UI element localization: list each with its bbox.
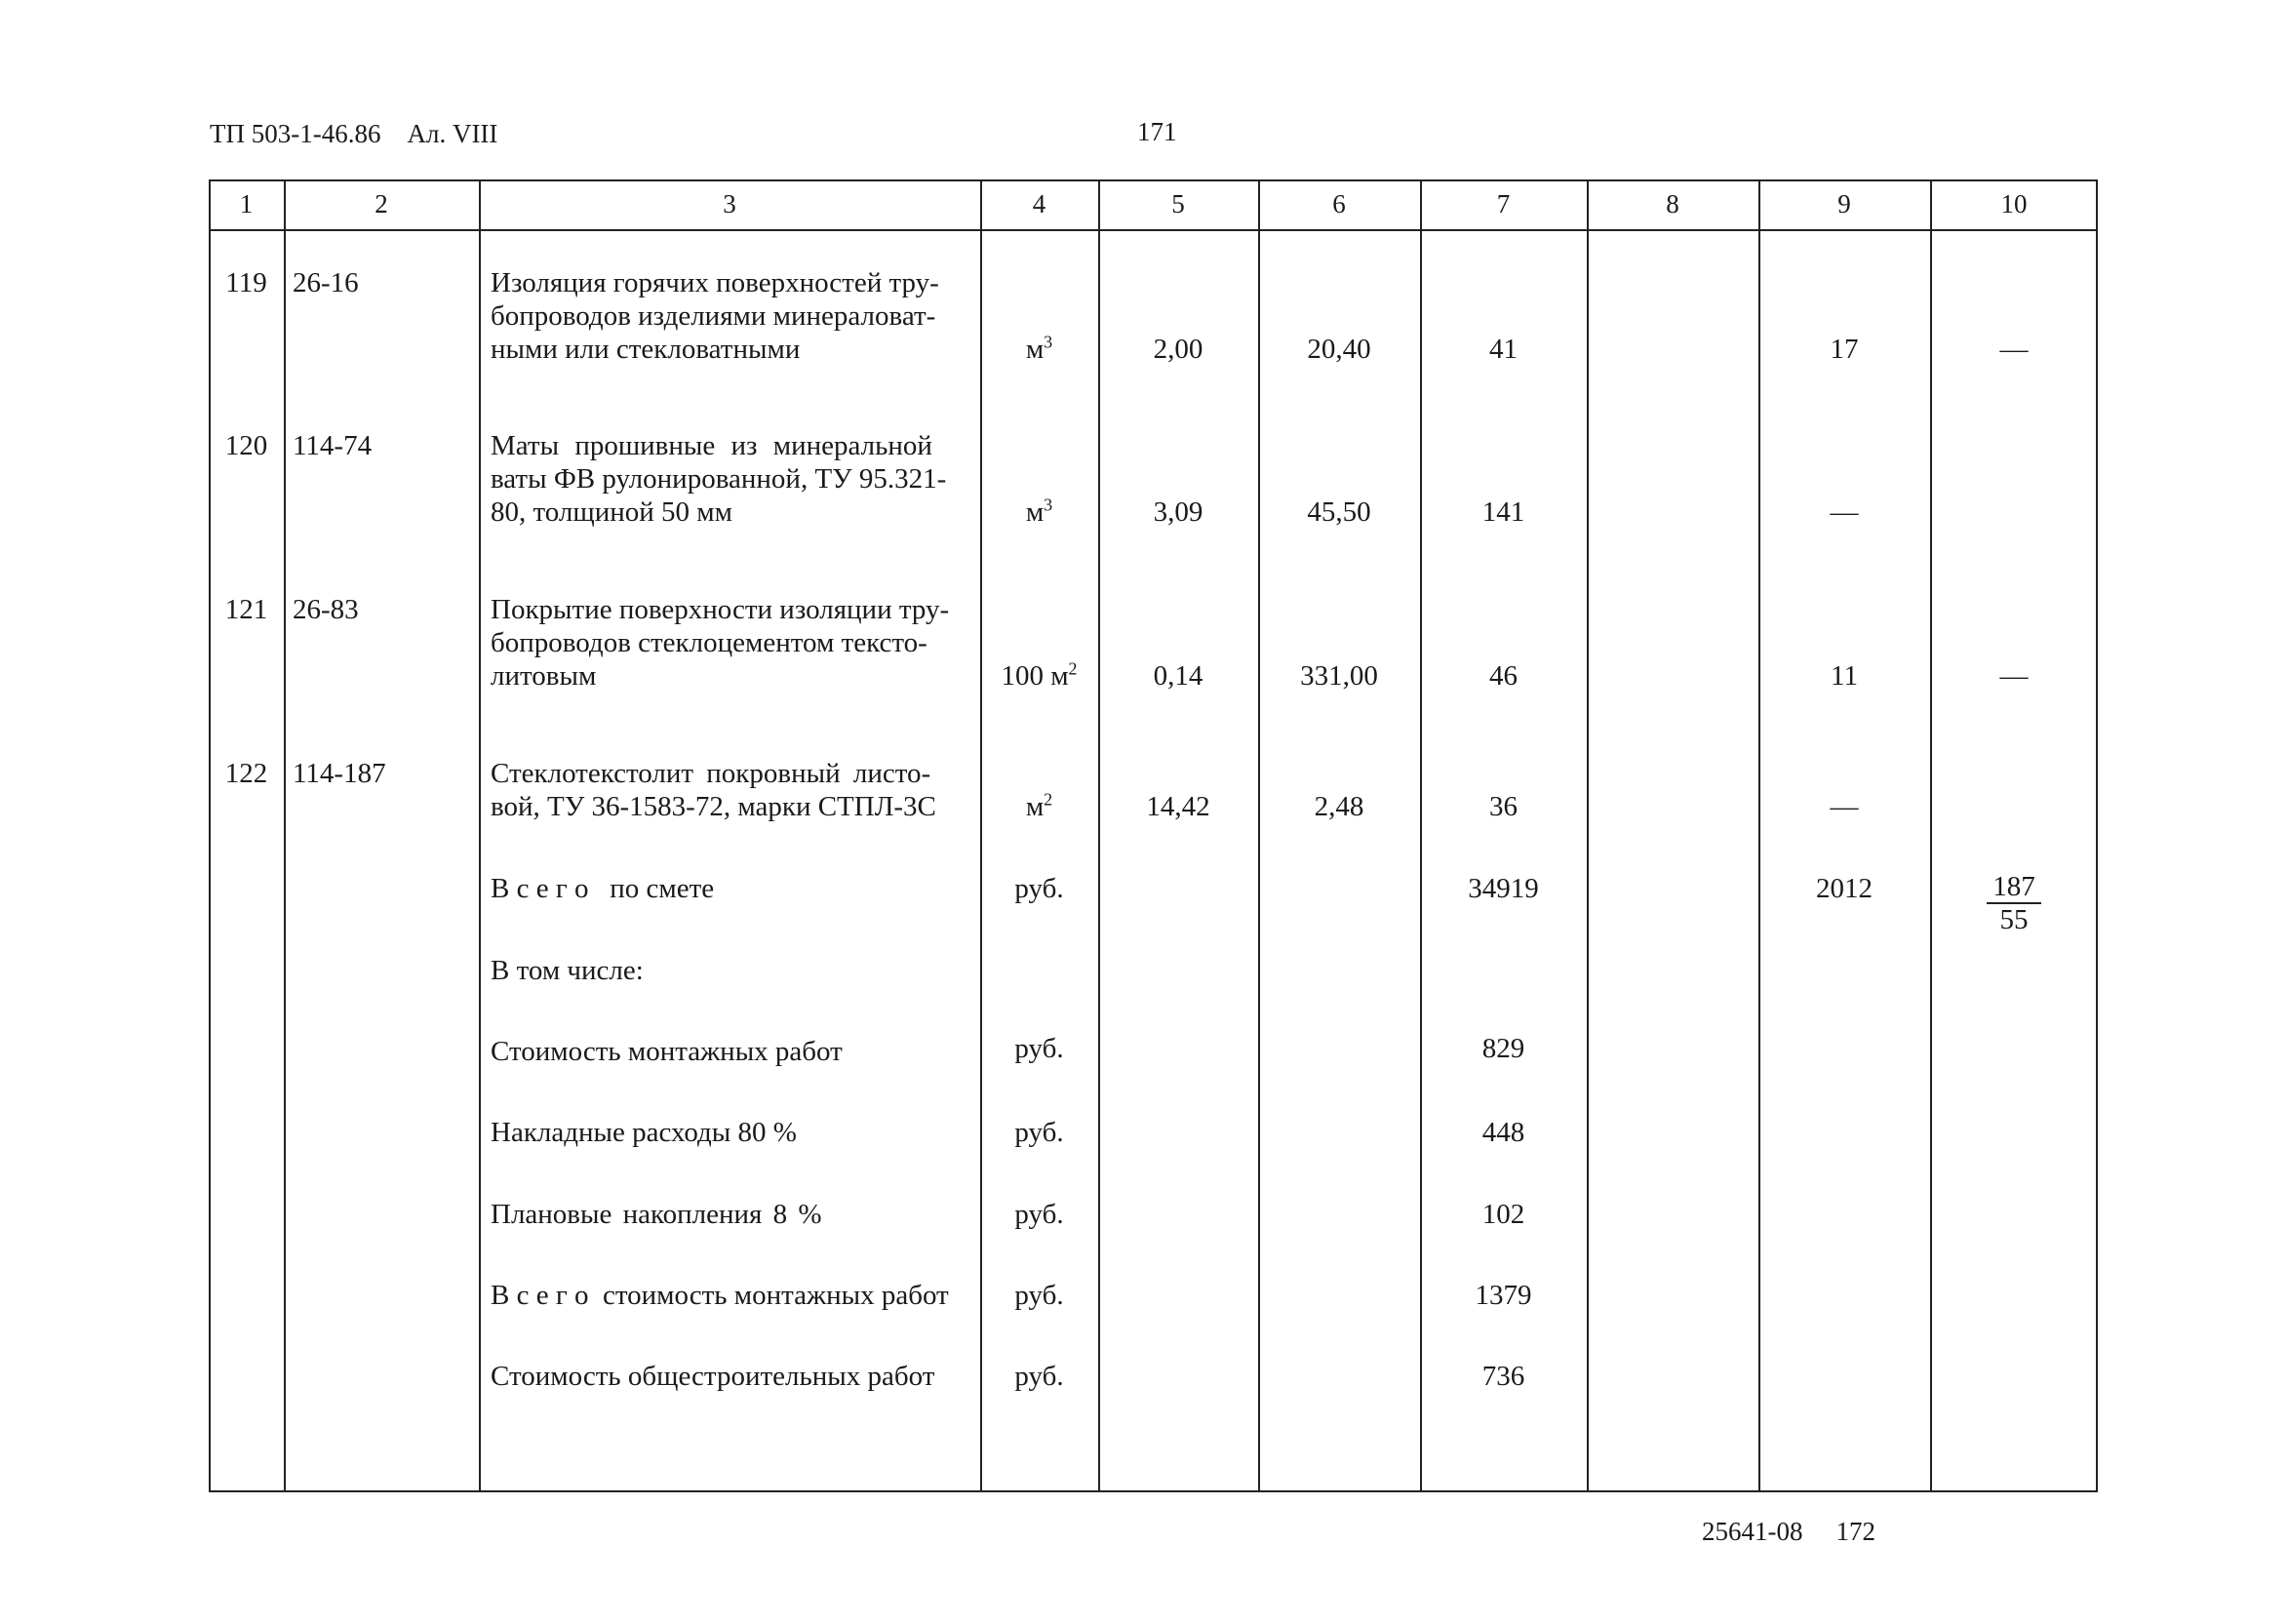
quantity-cell: 3,09 [1153, 496, 1203, 528]
item-description-line: 80, толщиной 50 мм [491, 496, 732, 528]
item-description-line: бопроводов изделиями минераловат- [491, 300, 936, 332]
row-number: 120 [224, 430, 268, 461]
row-number: 121 [224, 594, 268, 625]
including-label: В том числе: [491, 955, 644, 986]
summary-col10-fraction [1930, 871, 2098, 937]
document-code: ТП 503-1-46.86 Ал. VIII [210, 119, 498, 148]
column-number: 7 [1496, 189, 1511, 218]
page-footer [1702, 1519, 1875, 1545]
footer-page: 172 [1835, 1517, 1875, 1546]
column-number: 1 [239, 189, 254, 218]
column-divider [1758, 179, 1760, 1492]
unit-cell: $м^2$ [1025, 789, 1053, 822]
summary-item-value: 102 [1481, 1199, 1525, 1230]
item-description-line: вой, ТУ 36-1583-72, марки СТПЛ-3С [491, 791, 936, 822]
norm-code: 114-74 [293, 430, 373, 461]
column-number: 2 [375, 189, 388, 218]
row-number: 119 [225, 267, 267, 298]
column-number: 5 [1171, 189, 1185, 218]
item-description-line: литовым [491, 660, 597, 692]
norm-code: 114-187 [293, 758, 386, 789]
summary-item-value: 448 [1481, 1117, 1525, 1148]
summary-item-label: В с е г о стоимость монтажных работ [491, 1280, 949, 1311]
column-divider [1587, 179, 1589, 1492]
quantity-cell: 2,00 [1153, 334, 1203, 365]
column-divider [1098, 179, 1100, 1492]
summary-item-unit: руб. [1014, 1199, 1064, 1230]
unit-price-cell: 20,40 [1307, 334, 1371, 365]
unit-price-cell: 45,50 [1307, 496, 1371, 528]
column-number: 8 [1666, 189, 1679, 218]
total-cell: 141 [1481, 496, 1525, 528]
header-rule [209, 229, 2098, 231]
fraction-denominator: 55 [1999, 904, 2029, 935]
unit-price-cell: 2,48 [1314, 791, 1364, 822]
summary-item-label: Стоимость монтажных работ [491, 1036, 843, 1067]
quantity-cell: 0,14 [1153, 660, 1203, 692]
footer-code: 25641-08 [1702, 1517, 1803, 1546]
summary-item-unit: руб. [1014, 1280, 1064, 1311]
summary-total-value: 34919 [1468, 873, 1539, 904]
column-number: 3 [723, 189, 736, 218]
item-description-line: Покрытие поверхности изоляции тру- [491, 594, 950, 625]
col9-cell: — [1830, 791, 1859, 822]
unit-cell: 100 $м^2$ [1001, 658, 1078, 692]
item-description-line: бопроводов стеклоцементом тексто- [491, 627, 927, 658]
summary-item-unit: руб. [1014, 1117, 1064, 1148]
col9-cell: — [1830, 496, 1859, 528]
item-description-line: Стеклотекстолит покровный листо- [491, 758, 931, 789]
norm-code: 26-83 [293, 594, 359, 625]
item-description-line: ными или стекловатными [491, 334, 801, 365]
row-number: 122 [224, 758, 268, 789]
column-number: 10 [2000, 189, 2028, 218]
column-divider [479, 179, 481, 1492]
summary-item-value: 736 [1481, 1361, 1525, 1392]
col9-cell: 11 [1831, 660, 1858, 692]
summary-unit: руб. [1014, 873, 1064, 904]
item-description-line: Маты прошивные из минеральной [491, 430, 932, 461]
unit-cell: $м^3$ [1025, 495, 1053, 528]
total-cell: 41 [1489, 334, 1518, 365]
summary-item-unit: руб. [1014, 1033, 1064, 1064]
unit-price-cell: 331,00 [1300, 660, 1378, 692]
item-description-line: ваты ФВ рулонированной, ТУ 95.321- [491, 463, 947, 495]
summary-total-label: В с е г о по смете [491, 873, 715, 904]
col9-cell: 17 [1830, 334, 1859, 365]
col10-cell: — [1999, 334, 2029, 365]
fraction-numerator: 187 [1987, 871, 2041, 904]
summary-item-unit: руб. [1014, 1361, 1064, 1392]
column-number: 9 [1837, 189, 1851, 218]
summary-item-label: Плановые накопления 8 % [491, 1199, 822, 1230]
column-number: 6 [1332, 189, 1346, 218]
col10-cell: — [1999, 660, 2029, 692]
norm-code: 26-16 [293, 267, 359, 298]
page-number: 171 [1137, 117, 1177, 146]
item-description-line: Изоляция горячих поверхностей тру- [491, 267, 939, 298]
summary-item-value: 1379 [1475, 1280, 1532, 1311]
summary-item-label: Накладные расходы 80 % [491, 1117, 797, 1148]
column-divider [1930, 179, 1932, 1492]
column-number: 4 [1032, 189, 1046, 218]
summary-col9-value: 2012 [1816, 873, 1873, 904]
summary-item-label: Стоимость общестроительных работ [491, 1361, 935, 1392]
column-divider [1258, 179, 1260, 1492]
total-cell: 46 [1489, 660, 1518, 692]
summary-item-value: 829 [1481, 1033, 1525, 1064]
unit-cell: $м^3$ [1025, 332, 1053, 365]
quantity-cell: 14,42 [1146, 791, 1210, 822]
total-cell: 36 [1489, 791, 1518, 822]
column-divider [284, 179, 286, 1492]
